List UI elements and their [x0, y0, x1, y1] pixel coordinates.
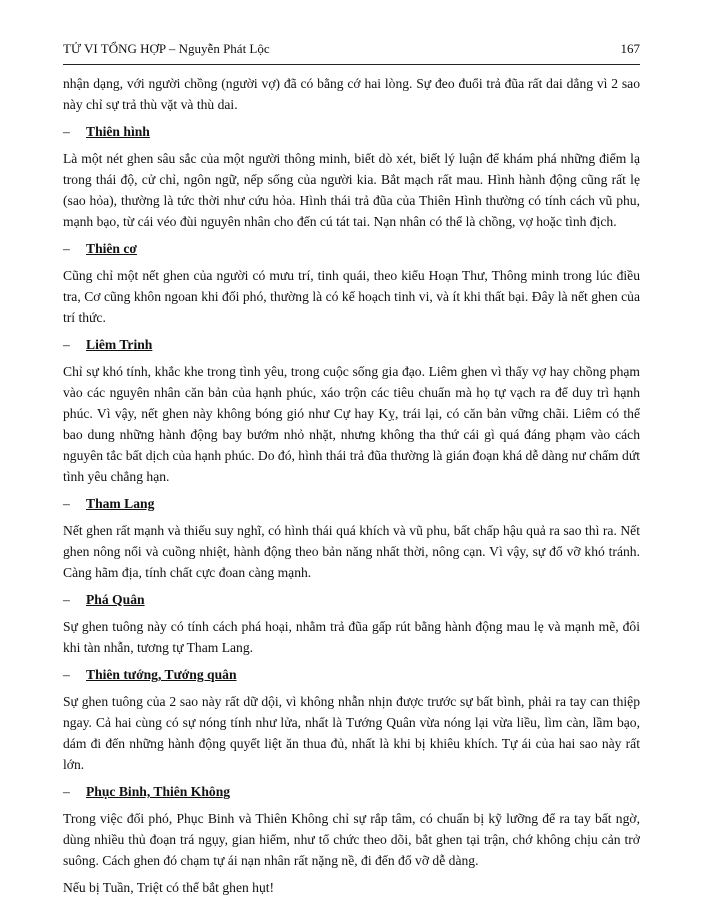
- section-title: Thiên cơ: [86, 241, 137, 256]
- section-dash: –: [63, 241, 70, 256]
- section-dash: –: [63, 667, 70, 682]
- section-dash: –: [63, 784, 70, 799]
- section-heading-thien-co: [63, 238, 640, 259]
- intro-paragraph: nhận dạng, với người chồng (người vợ) đã có bằng cớ hai lòng. Sự đeo đuổi trả đũa rất dai dẳng vì 2 sao này chỉ sự trả thù vặt và thù dai.: [63, 76, 640, 112]
- section-paragraph: Cũng chỉ một nết ghen của người có mưu trí, tinh quái, theo kiểu Hoạn Thư, Thông minh trong lúc điều tra, Cơ cũng khôn ngoan khi đối phó, thường là có kế hoạch tinh vi, và ít khi thất bại. Đây là nết ghen của trí thức.: [63, 268, 640, 325]
- section-paragraph: Sự ghen tuông của 2 sao này rất dữ dội, vì không nhẫn nhịn được trước sự bất bình, phải ra tay can thiệp ngay. Cả hai cùng có sự nóng tính như lửa, nhất là Tướng Quân vừa nóng lại vừa liều, lìm càn, lầm bạo, dám đi đến những hành động quyết liệt ăn thua đủ, nhất là khi bị khiêu khích. Tự ái của hai sao này rất lớn.: [63, 694, 640, 772]
- body-text: [63, 73, 640, 904]
- running-header: [63, 41, 640, 57]
- section-dash: –: [63, 124, 70, 139]
- header-title: TỬ VI TỔNG HỢP – Nguyễn Phát Lộc: [63, 41, 270, 56]
- header-rule: [63, 64, 640, 65]
- section-title: Liêm Trinh: [86, 337, 153, 352]
- section-title: Tham Lang: [86, 496, 155, 511]
- section-paragraph: Sự ghen tuông này có tính cách phá hoại, nhằm trả đũa gấp rút bằng hành động mau lẹ và mạnh mẽ, đôi khi tàn nhẫn, tương tự Tham Lang.: [63, 619, 640, 655]
- section-paragraph: Nết ghen rất mạnh và thiếu suy nghĩ, có hình thái quá khích và vũ phu, bất chấp hậu quả ra sao thì ra. Nết ghen nông nổi và cuồng nhiệt, hành động theo bản năng nhất thời, nông cạn. Vì vậy, sự đổ vỡ khó tránh. Càng hãm địa, tính chất cực đoan càng mạnh.: [63, 523, 640, 580]
- section-heading-thien-tuong: [63, 664, 640, 685]
- section-dash: –: [63, 496, 70, 511]
- section-title: Thiên tướng, Tướng quân: [86, 667, 237, 682]
- section-paragraph: Trong việc đối phó, Phục Binh và Thiên Không chỉ sự rắp tâm, có chuẩn bị kỹ lưỡng để ra tay bất ngờ, dùng nhiều thủ đoạn trá ngụy, gian hiểm, như tổ chức theo dõi, bắt ghen tại trận, chớ không chịu cản trở suông. Cách ghen đó chạm tự ái nạn nhân rất nặng nề, đi đến đổ vỡ dễ dàng.: [63, 811, 640, 868]
- section-heading-thien-hinh: [63, 121, 640, 142]
- page-number: 167: [620, 41, 640, 56]
- section-heading-phuc-binh: [63, 781, 640, 802]
- section-heading-tham-lang: [63, 493, 640, 514]
- section-title: Phá Quân: [86, 592, 145, 607]
- section-dash: –: [63, 592, 70, 607]
- section-title: Thiên hình: [86, 124, 150, 139]
- section-dash: –: [63, 337, 70, 352]
- closing-paragraph: Nếu bị Tuần, Triệt có thể bắt ghen hụt!: [63, 880, 275, 895]
- section-title: Phục Binh, Thiên Không: [86, 784, 231, 799]
- section-heading-liem-trinh: [63, 334, 640, 355]
- section-paragraph: Chỉ sự khó tính, khắc khe trong tình yêu, trong cuộc sống gia đạo. Liêm ghen vì thấy vợ hay chồng phạm vào các nguyên nhân căn bản của hạnh phúc, xáo trộn các tiêu chuẩn mà họ tự vạch ra để duy trì hạnh phúc. Vì vậy, nết ghen này không bóng gió như Cự hay Kỵ, trái lại, có căn bản vững chãi. Liêm có thể bao dung những hành động bay bướm nhỏ nhặt, nhưng không tha thứ cái gì quá đáng phạm vào cách nguyên tắc bất dịch của hạnh phúc. Do đó, hình thái trả đũa thường là gián đoạn khá dễ dàng nư chấm dứt tình yêu chẳng hạn.: [63, 364, 640, 484]
- section-paragraph: Là một nét ghen sâu sắc của một người thông minh, biết dò xét, biết lý luận để khám phá những điểm lạ trong thái độ, cử chỉ, ngôn ngữ, nếp sống của người kia. Bắt mạch rất mau. Hình hành động cũng rất lẹ (sao hỏa), thường là tức thời như cứu hỏa. Hình thái trả đũa của Thiên Hình thường có tính cách vũ phu, mạnh bạo, từ cái véo đùi nguyên nhân cho đến cú tát tai. Nạn nhân có thể là chồng, vợ hoặc tình địch.: [63, 151, 640, 229]
- section-heading-pha-quan: [63, 589, 640, 610]
